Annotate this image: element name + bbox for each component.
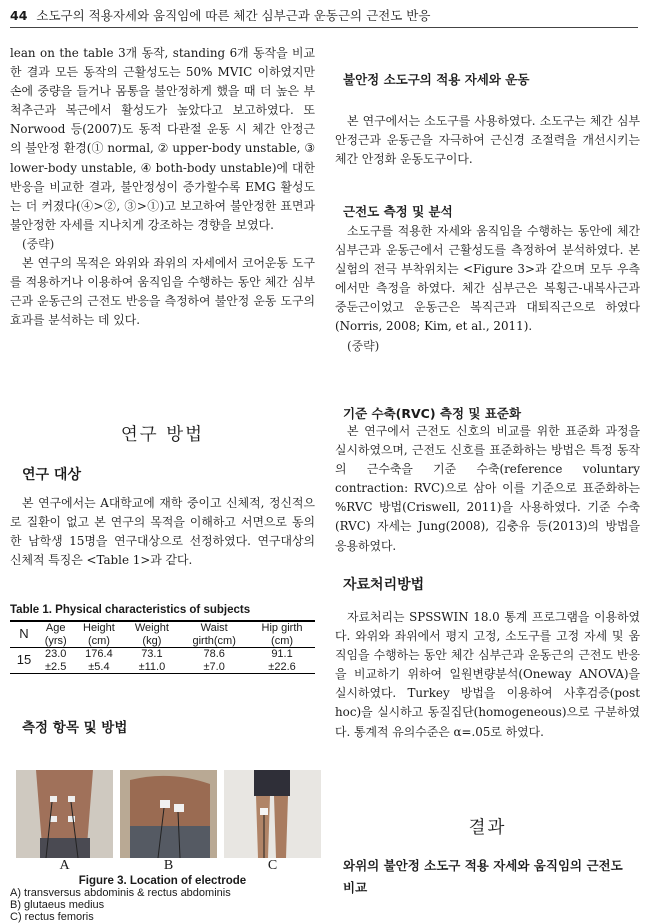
rvc-paragraph: 본 연구에서 근전도 신호의 비교를 위한 표준화 과정을 실시하였으며, 근전도 신호를 표준화하는 방법은 특정 동작의 근수축을 기준 수축(reference voluntary contraction: RVC)으로 삼아 이를 기준으로 표준화하는 %RVC 방법(Criswell, 2011)을 사용하였다. 기준 수축(RVC) 자세는 Jung(2008), 김충유 등(2013)의 방법을 응용하였다. [335, 424, 640, 553]
methods-heading: 연구 방법 [120, 425, 205, 445]
rvc-block [335, 422, 640, 556]
cell-waist-mean: 78.6 [203, 648, 225, 660]
col-height [73, 621, 124, 648]
header-rule [10, 27, 638, 28]
col-weight-unit: (kg) [142, 634, 162, 647]
cell-age [38, 648, 73, 674]
col-waist-label: Waist [200, 622, 228, 634]
col-waist [179, 621, 249, 648]
data-heading: 자료처리방법 [343, 577, 425, 593]
photo-labels [16, 858, 328, 874]
figure-item-c: C) rectus femoris [10, 911, 94, 923]
photo-label-b: B [163, 858, 174, 873]
col-age-unit: (yrs) [44, 634, 67, 647]
results-heading: 결과 [468, 818, 507, 838]
cell-hip-sd: ±22.6 [268, 660, 296, 673]
emg-block [335, 222, 640, 356]
rvc-heading: 기준 수축(RVC) 측정 및 표준화 [343, 406, 522, 421]
purpose-paragraph: 본 연구의 목적은 와위와 좌위의 자세에서 코어운동 도구를 적용하거나 이용하여 움직임을 수행하는 동안 체간 심부근과 운동근의 근전도 반응을 측정하여 불안정 운동 도구의 효과를 분석하는 데 있다. [10, 256, 315, 328]
photo-hip [120, 770, 217, 858]
table-header-row [10, 621, 315, 648]
col-age [38, 621, 73, 648]
results-subheading: 와위의 불안정 소도구 적용 자세와 움직임의 근전도 비교 [343, 858, 623, 895]
cell-n: 15 [16, 652, 32, 668]
data-block [335, 608, 640, 742]
col-hip-label: Hip girth [261, 622, 303, 634]
subjects-heading: 연구 대상 [22, 467, 81, 483]
figure-caption-block [10, 875, 315, 923]
subjects-table [10, 620, 315, 674]
cell-hip-mean: 91.1 [271, 648, 293, 660]
col-height-label: Height [83, 622, 115, 634]
unstable-paragraph: 본 연구에서는 소도구를 사용하였다. 소도구는 체간 심부 안정근과 운동근을 자극하여 근신경 조절력을 개선시키는 체간 안정화 운동도구이다. [335, 114, 640, 167]
figure-caption: Figure 3. Location of electrode [78, 875, 247, 887]
cell-height-mean: 176.4 [85, 648, 113, 660]
photo-thigh [224, 770, 321, 858]
cell-weight-sd: ±11.0 [138, 660, 166, 673]
cell-weight-mean: 73.1 [141, 648, 163, 660]
cell-height [73, 648, 124, 674]
photo-label-a: A [59, 858, 70, 873]
omitted-marker: (중략) [22, 236, 55, 251]
page-number: 44 [10, 8, 28, 23]
photo-label-c: C [267, 858, 278, 873]
emg-paragraph: 소도구를 적용한 자세와 움직임을 수행하는 동안에 체간 심부근과 운동근에서 근활성도를 측정하여 분석하였다. 본 실험의 전극 부착위치는 <Figure 3>과 같으며 모두 우측에서만 측정을 하였다. 체간 심부근은 복횡근-내복사근과 중둔근이었고 운동근은 복직근과 대퇴직근으로 하였다(Norris, 2008; Kim, et al., 2011). [335, 224, 640, 334]
col-n: N [19, 626, 29, 642]
cell-age-sd: ±2.5 [45, 660, 67, 673]
cell-weight [125, 648, 180, 674]
cell-age-mean: 23.0 [44, 648, 67, 660]
cell-hip [249, 648, 315, 674]
data-paragraph: 자료처리는 SPSSWIN 18.0 통계 프로그램을 이용하였다. 와위와 좌위에서 평지 고정, 소도구를 고정 자세 및 움직임을 수행하는 동안 체간 심부근과 운동근의 근전도 반응을 비교하기 위하여 일원변량분석(Oneway ANOVA)을 실시하였다. Turkey 방법을 이용하여 사후검증(post hoc)을 실시하고 동질집단(homogeneous)으로 구분하였다. 통계적 유의수준은 α=.05로 하였다. [335, 610, 640, 739]
electrode-photos [16, 770, 321, 858]
col-weight [125, 621, 180, 648]
col-height-unit: (cm) [87, 634, 110, 647]
col-weight-label: Weight [134, 622, 169, 634]
intro-paragraph: lean on the table 3개 동작, standing 6개 동작을 비교한 결과 모든 동작의 근활성도는 50% MVIC 이하였지만 손에 중량을 들거나 몸통을 불안정하게 했을 때 더 높은 부척추근과 복근에서 활성도가 높았다고 보고하였다. 또 Norwood 등(2007)도 동적 다관절 운동 시 체간 안정근의 불안정 환경(① normal, ② upper-body unstable, ③ lower-body unstable, ④ both-body unstable)에 대한 반응을 비교한 결과, 불안정성이 증가할수록 EMG 활성도는 더 커졌다(④>②, ③>①)고 보고하여 불안정한 표면과 불안정한 자세를 지나치게 강조하는 경향을 보였다. [10, 46, 315, 232]
subjects-paragraph: 본 연구에서는 A대학교에 재학 중이고 신체적, 정신적으로 질환이 없고 본 연구의 목적을 이해하고 서면으로 동의한 남학생 15명을 연구대상으로 선정하였다. 연구대상의 신체적 특징은 <Table 1>과 같다. [10, 496, 315, 568]
photo-abdomen [16, 770, 113, 858]
figure-item-b: B) glutaeus medius [10, 899, 105, 911]
running-title: 소도구의 적용자세와 움직임에 따른 체간 심부근과 운동근의 근전도 반응 [36, 8, 431, 23]
emg-heading: 근전도 측정 및 분석 [343, 204, 453, 219]
cell-height-sd: ±5.4 [88, 660, 110, 673]
running-header [10, 6, 638, 26]
col-hip [249, 621, 315, 648]
col-waist-unit: girth(cm) [192, 634, 236, 647]
subjects-block [10, 494, 315, 570]
measure-heading: 측정 항목 및 방법 [22, 720, 128, 736]
figure-item-a: A) transversus abdominis & rectus abdominis [10, 887, 231, 899]
col-age-label: Age [45, 622, 66, 634]
left-column [10, 44, 315, 330]
unstable-block [335, 112, 640, 169]
table-row [10, 648, 315, 674]
table-caption: Table 1. Physical characteristics of subjects [10, 604, 251, 616]
unstable-heading: 불안정 소도구의 적용 자세와 운동 [343, 72, 530, 87]
cell-waist-sd: ±7.0 [203, 660, 225, 673]
omitted-marker-2: (중략) [347, 338, 380, 353]
col-hip-unit: (cm) [271, 634, 294, 647]
cell-waist [179, 648, 249, 674]
